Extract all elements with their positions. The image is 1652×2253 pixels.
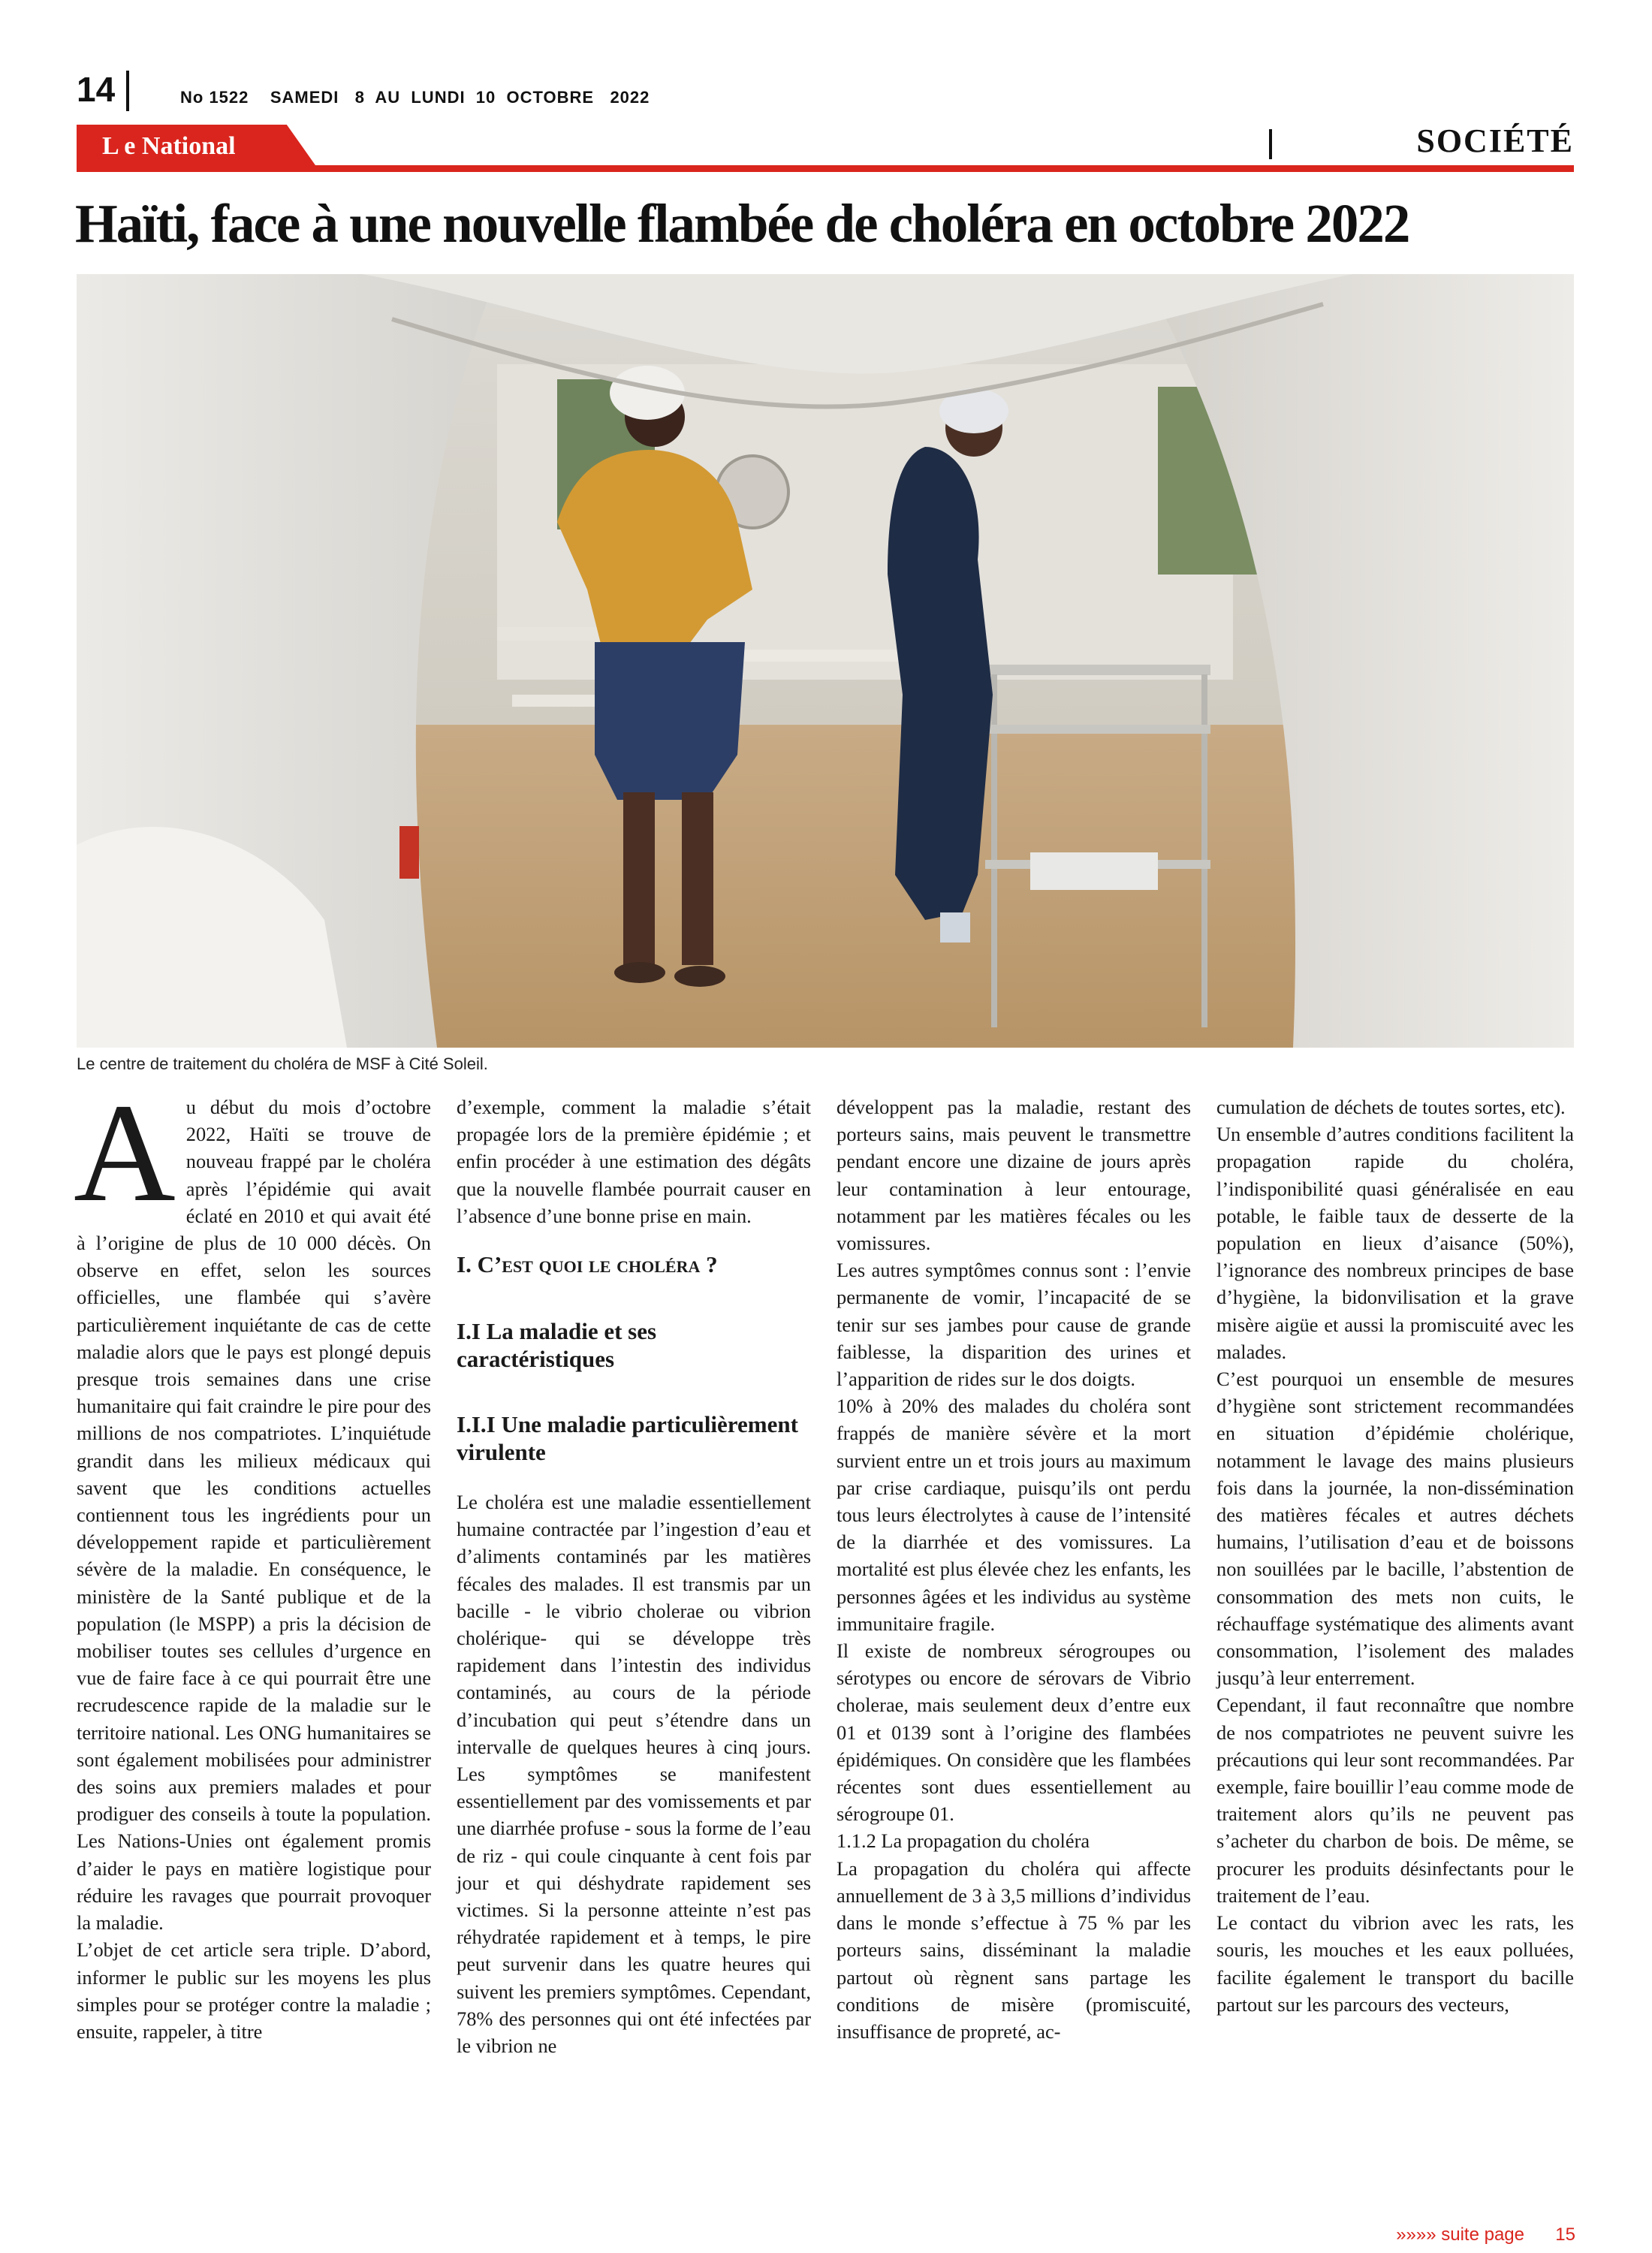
article-column-4: [1216, 1093, 1574, 2018]
drop-cap: A: [74, 1074, 176, 1231]
paragraph: Le contact du vibrion avec les rats, les souris, les mouches et les eaux polluées, facilite également le transport du bacille partout sur les parcours des vecteurs,: [1216, 1911, 1574, 2016]
photo-caption: Le centre de traitement du choléra de MSF à Cité Soleil.: [77, 1054, 488, 1073]
paragraph: Cependant, il faut reconnaître que nombre de nos compatriotes ne peuvent suivre les précautions qui leur sont recommandées. Par exemple, faire bouillir l’eau comme mode de traitement alors qu’ils ne peuvent pas s’acheter du charbon de bois. De même, se procurer les produits désinfectants pour le traitement de l’eau.: [1216, 1694, 1574, 1907]
article-column-2: [457, 1093, 811, 2059]
paragraph: Le choléra est une maladie essentiellement humaine contractée par l’ingestion d’eau et d’aliments contaminés par les matières fécales des malades. Il est transmis par un bacille - le vibrio cholerae ou vibrion cholérique- qui se développe très rapidement dans l’intestin des individus contaminés, au cours de la période d’incubation qui peut s’étendre dans un intervalle de quelques heures à cinq jours. Les symptômes se manifestent essentiellement par des vomissements et par une diarrhée profuse - sous la forme de l’eau de riz - qui coule cinquante à cent fois par jour et qui déshydrate rapidement ses victimes. Si la personne atteinte n’est pas réhydratée rapidement et à temps, le pire peut survenir dans les quatre heures qui suivent les premiers symptômes. Cependant, 78% des personnes qui ont été infectées par le vibrion ne: [457, 1491, 811, 2058]
page-number: 14: [77, 70, 116, 109]
section-divider: [1269, 129, 1272, 159]
paragraph: développent pas la maladie, restant des porteurs sains, mais peuvent le transmettre pendant encore une dizaine de jours après leur contamination à leur entourage, notamment par les matières fécales ou les vomissures.: [837, 1096, 1191, 1255]
continuation-note: »»»» suite page: [1396, 2224, 1524, 2245]
article-photo: [77, 274, 1574, 1048]
article-title: Haïti, face à une nouvelle flambée de choléra en octobre 2022: [75, 193, 1409, 254]
section-label: SOCIÉTÉ: [1416, 122, 1574, 159]
paragraph: d’exemple, comment la maladie s’était propagée lors de la première épidémie ; et enfin procéder à une estimation des dégâts que la nouvelle flambée pourrait causer en l’absence d’une bonne prise en main.: [457, 1096, 811, 1227]
paragraph: L’objet de cet article sera triple. D’abord, informer le public sur les moyens les plus simples pour se protéger contre la maladie ; ensuite, rappeler, à titre: [77, 1938, 431, 2043]
article-column-1: [74, 1074, 431, 2045]
subheading: I.I.I Une maladie particulièrement virulente: [457, 1411, 798, 1466]
article-column-3: [837, 1093, 1191, 2045]
newspaper-brand: L e National: [102, 132, 236, 160]
paragraph: C’est pourquoi un ensemble de mesures d’hygiène sont strictement recommandées en situation d’épidémie cholérique, notamment le lavage des mains plusieurs fois dans la journée, la non-dissémination des matières fécales et autres déchets humains, l’utilisation d’eau et de boissons non souillées par le bacille, l’abstention de consommation des mets non cuits, le réchauffage systématique des aliments avant consommation, l’isolement des malades jusqu’à leur enterrement.: [1216, 1368, 1574, 1690]
paragraph: 10% à 20% des malades du choléra sont frappés de manière sévère et la mort survient entre un et trois jours au maximum par crise cardiaque, puisqu’ils ont perdu tous leurs électrolytes à cause de l’intensité de la diarrhée et des vomissures. La mortalité est plus élevée chez les enfants, les personnes âgées et les individus au système immunitaire fragile.: [837, 1395, 1191, 1635]
paragraph: Il existe de nombreux sérogroupes ou sérotypes ou encore de sérovars de Vibrio cholerae, mais seulement deux d’entre eux 01 et 0139 sont à l’origine des flambées épidémiques. On considère que les flambées récentes sont dues essentiellement au sérogroupe 01.: [837, 1639, 1191, 1826]
paragraph: La propagation du choléra qui affecte annuellement de 3 à 3,5 millions d’individus dans le monde s’effectue à 75 % par les porteurs sains, disséminant la maladie partout où règnent sans partage les conditions de misère (promiscuité, insuffisance de propreté, ac-: [837, 1856, 1191, 2043]
paragraph: u début du mois d’octobre 2022, Haïti se trouve de nouveau frappé par le choléra après l’épidémie qui avait éclaté en 2010 et qui avait été à l’origine de plus de 10 000 décès. On observe en effet, selon les sources officielles, une flambée qui s’avère particulièrement inquiétante de cas de cette maladie alors que le pays est plongé depuis presque trois semaines dans une crise humanitaire qui fait craindre le pire pour des millions de nos compatriotes. L’inquiétude grandit dans les milieux médicaux qui savent que les conditions actuelles contiennent tous les ingrédients pour un développement rapide et particulièrement sévère de la maladie. En conséquence, le ministère de la Santé publique et de la population (le MSPP) a pris la décision de mobiliser toutes ses cellules d’urgence en vue de faire face à ce qui pourrait être une recrudescence rapide de la maladie sur le territoire national. Les ONG humanitaires se sont également mobilisées pour administrer des soins aux premiers malades et pour prodiguer des conseils à toute la population. Les Nations-Unies ont également promis d’aider le pays en matière logistique pour réduire les ravages que pourrait provoquer la maladie.: [77, 1096, 431, 1935]
header-rule: [77, 165, 1574, 172]
continuation-page-number: 15: [1555, 2224, 1575, 2245]
subheading: I. C’est quoi le choléra ?: [457, 1251, 718, 1278]
paragraph: Un ensemble d’autres conditions facilitent la propagation rapide du choléra, l’indisponibilité quasi généralisée en eau potable, le faible taux de desserte de la population en lieux d’aisance (50%), l’ignorance des nombreux principes de base d’hygiène, la bidonvilisation et la grave misère aigüe et aussi la promiscuité avec les malades.: [1216, 1123, 1574, 1363]
paragraph: cumulation de déchets de toutes sortes, etc).: [1216, 1096, 1566, 1118]
header-divider: [126, 71, 129, 111]
paragraph: Les autres symptômes connus sont : l’envie permanente de vomir, l’incapacité de se tenir sur ses jambes pour cause de grande faiblesse, la disparition des urines et l’apparition de rides sur le dos doigts.: [837, 1259, 1191, 1391]
paragraph: 1.1.2 La propagation du choléra: [837, 1829, 1090, 1853]
issue-date-line: No 1522 SAMEDI 8 AU LUNDI 10 OCTOBRE 2022: [180, 88, 650, 107]
subheading: I.I La maladie et ses caractéristiques: [457, 1318, 657, 1373]
